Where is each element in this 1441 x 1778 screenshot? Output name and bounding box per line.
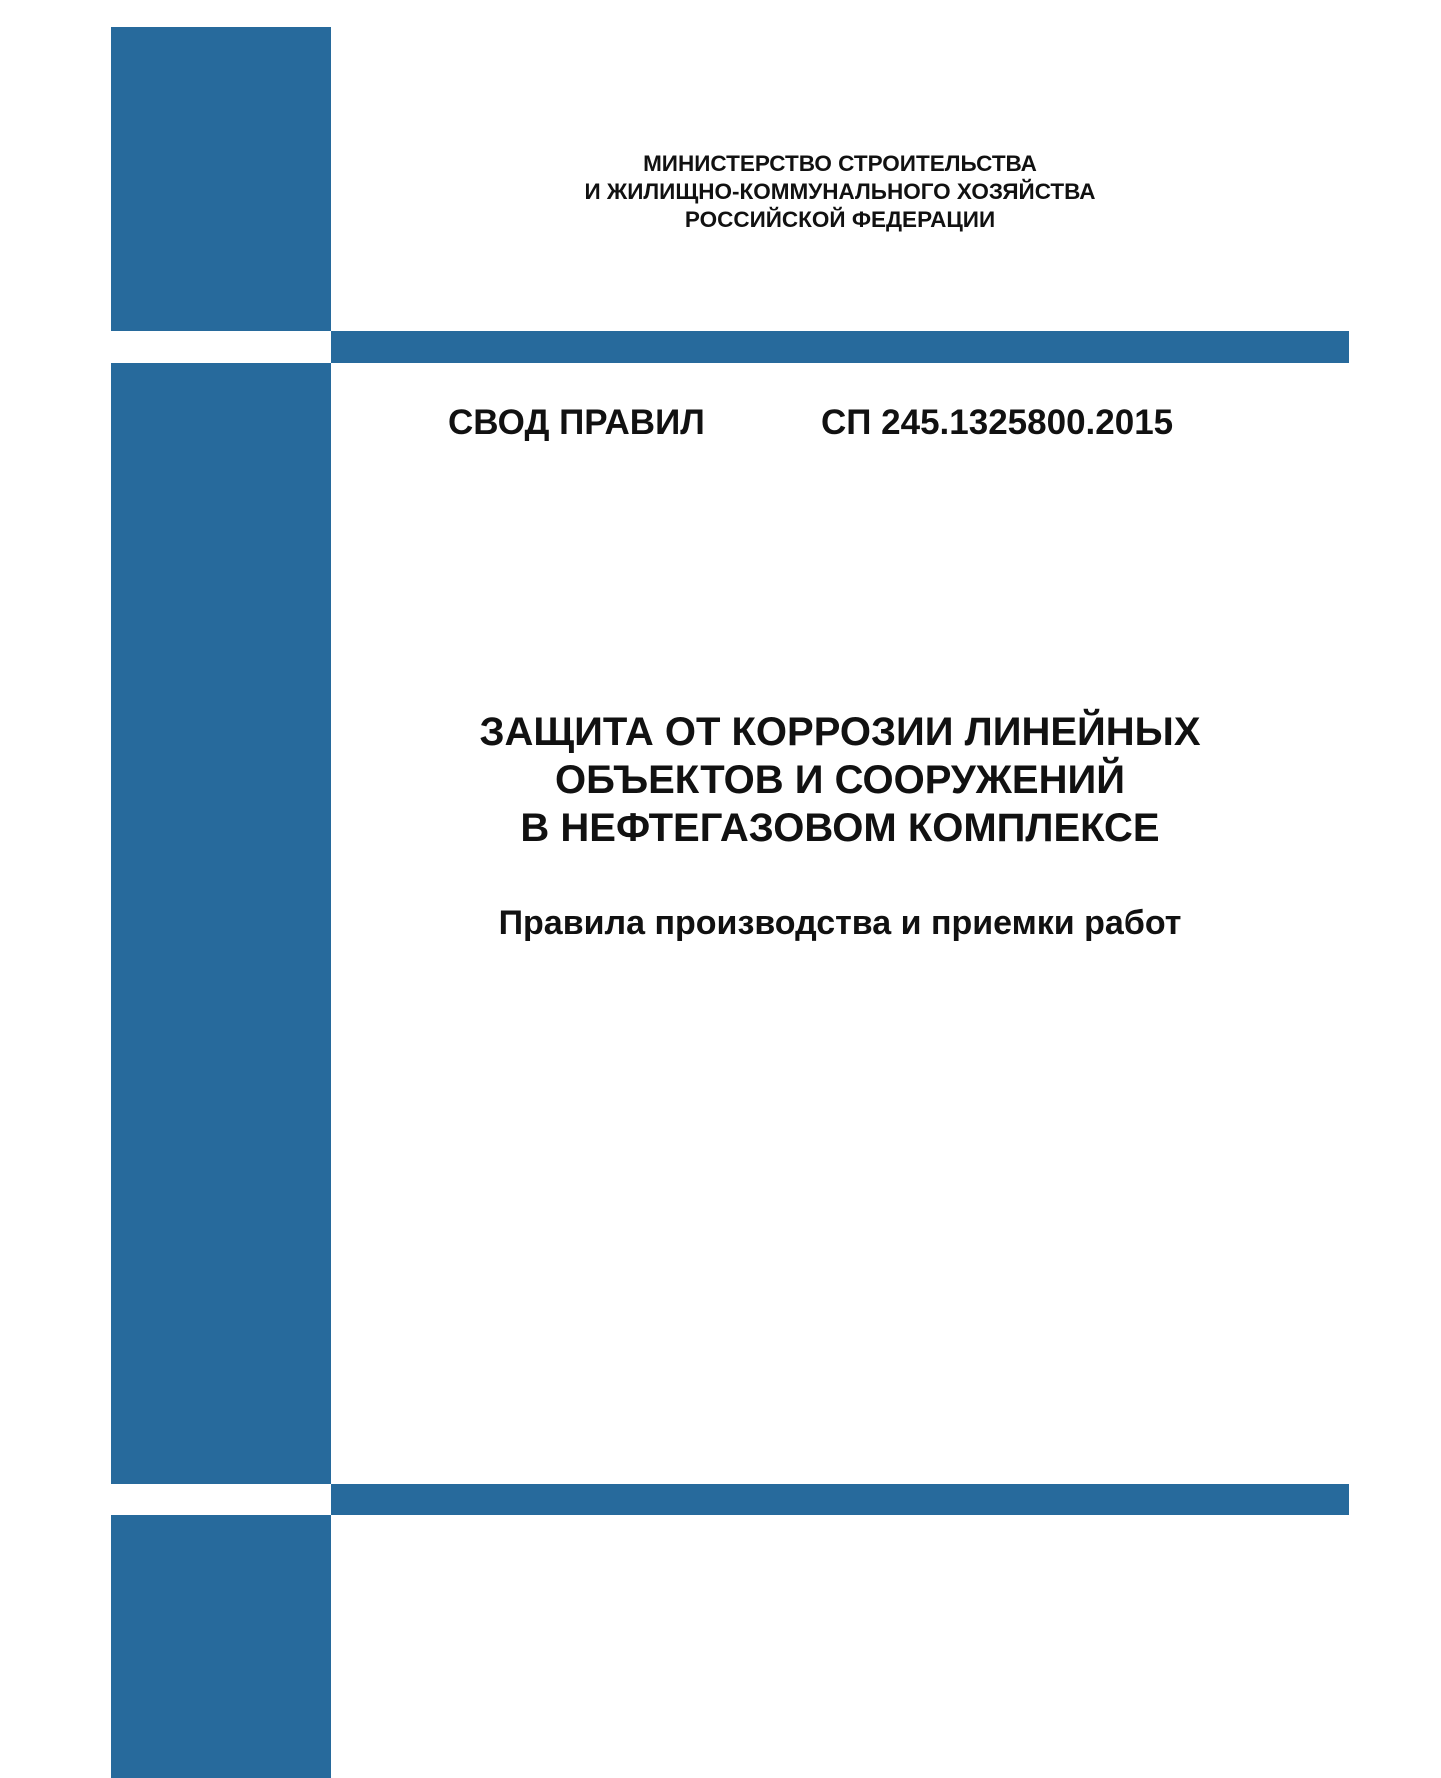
title-line: В НЕФТЕГАЗОВОМ КОМПЛЕКСЕ — [520, 806, 1160, 850]
document-subtitle: Правила производства и приемки работ — [498, 904, 1182, 942]
document-type-label: СВОД ПРАВИЛ — [448, 403, 705, 442]
title-line: ОБЪЕКТОВ И СООРУЖЕНИЙ — [555, 758, 1125, 802]
document-code: СП 245.1325800.2015 — [821, 403, 1174, 442]
top-horizontal-band — [331, 331, 1349, 363]
left-column-bottom-block — [111, 1515, 331, 1778]
ministry-heading — [331, 150, 1349, 234]
left-column-middle-block — [111, 363, 331, 1484]
title-line: ЗАЩИТА ОТ КОРРОЗИИ ЛИНЕЙНЫХ — [479, 710, 1201, 754]
ministry-line: МИНИСТЕРСТВО СТРОИТЕЛЬСТВА — [643, 151, 1037, 176]
ministry-line: РОССИЙСКОЙ ФЕДЕРАЦИИ — [684, 207, 996, 232]
ministry-line: И ЖИЛИЩНО-КОММУНАЛЬНОГО ХОЗЯЙСТВА — [584, 179, 1096, 204]
bottom-horizontal-band — [331, 1484, 1349, 1515]
left-column-top-block — [111, 27, 331, 331]
document-title — [331, 708, 1349, 852]
